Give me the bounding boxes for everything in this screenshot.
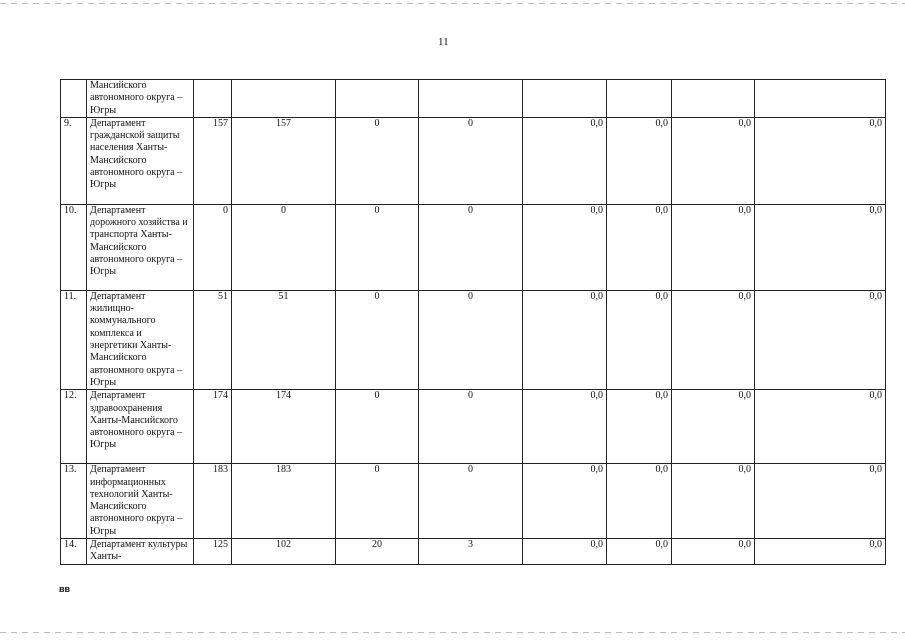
- cell-col-5: [523, 80, 607, 118]
- cell-col-2: 174: [232, 390, 336, 464]
- table-row: [61, 204, 886, 290]
- cell-col-8: [755, 80, 886, 118]
- row-number: 14.: [61, 539, 87, 565]
- cell-col-8: 0,0: [755, 290, 886, 389]
- cell-col-4: 0: [419, 204, 523, 290]
- footer-mark: вв: [59, 584, 71, 594]
- cell-col-7: 0,0: [672, 464, 755, 539]
- cell-col-4: 0: [419, 464, 523, 539]
- department-name: Департамент жилищно-коммунального комплекса и энергетики Ханты-Мансийского автономного округа – Югры: [87, 290, 194, 389]
- cell-col-3: 0: [336, 290, 419, 389]
- department-name: Мансийского автономного округа – Югры: [87, 80, 194, 118]
- cell-col-3: 0: [336, 464, 419, 539]
- cell-col-1: [194, 80, 232, 118]
- table-row: [61, 539, 886, 565]
- cell-col-3: 0: [336, 117, 419, 204]
- cell-col-4: 0: [419, 117, 523, 204]
- cell-col-6: [607, 80, 672, 118]
- row-number: 11.: [61, 290, 87, 389]
- cell-col-7: 0,0: [672, 390, 755, 464]
- cell-col-2: 102: [232, 539, 336, 565]
- row-number: 12.: [61, 390, 87, 464]
- cell-col-3: 20: [336, 539, 419, 565]
- cell-col-1: 174: [194, 390, 232, 464]
- table-row: [61, 117, 886, 204]
- department-name: Департамент культуры Ханты-: [87, 539, 194, 565]
- cell-col-6: 0,0: [607, 390, 672, 464]
- cell-col-4: 0: [419, 290, 523, 389]
- cell-col-4: [419, 80, 523, 118]
- cell-col-7: 0,0: [672, 539, 755, 565]
- cell-col-5: 0,0: [523, 290, 607, 389]
- cell-col-1: 183: [194, 464, 232, 539]
- row-number: [61, 80, 87, 118]
- cell-col-8: 0,0: [755, 464, 886, 539]
- cell-col-2: 183: [232, 464, 336, 539]
- cell-col-6: 0,0: [607, 117, 672, 204]
- cell-col-6: 0,0: [607, 204, 672, 290]
- cell-col-1: 157: [194, 117, 232, 204]
- scan-artifact-top: [0, 3, 905, 4]
- cell-col-7: [672, 80, 755, 118]
- cell-col-3: 0: [336, 390, 419, 464]
- department-name: Департамент дорожного хозяйства и транспорта Ханты-Мансийского автономного округа – Югры: [87, 204, 194, 290]
- table-row: [61, 464, 886, 539]
- department-name: Департамент здравоохранения Ханты-Мансийского автономного округа – Югры: [87, 390, 194, 464]
- table-row: [61, 290, 886, 389]
- department-name: Департамент гражданской защиты населения Ханты-Мансийского автономного округа – Югры: [87, 117, 194, 204]
- cell-col-8: 0,0: [755, 117, 886, 204]
- row-number: 10.: [61, 204, 87, 290]
- scan-artifact-bottom: [0, 632, 905, 633]
- cell-col-1: 51: [194, 290, 232, 389]
- cell-col-6: 0,0: [607, 464, 672, 539]
- cell-col-3: 0: [336, 204, 419, 290]
- cell-col-2: 157: [232, 117, 336, 204]
- cell-col-8: 0,0: [755, 204, 886, 290]
- table-row: [61, 80, 886, 118]
- cell-col-4: 0: [419, 390, 523, 464]
- cell-col-5: 0,0: [523, 117, 607, 204]
- row-number: 13.: [61, 464, 87, 539]
- cell-col-6: 0,0: [607, 290, 672, 389]
- budget-table: [60, 79, 886, 565]
- table-row: [61, 390, 886, 464]
- cell-col-5: 0,0: [523, 539, 607, 565]
- cell-col-3: [336, 80, 419, 118]
- cell-col-7: 0,0: [672, 204, 755, 290]
- cell-col-7: 0,0: [672, 117, 755, 204]
- cell-col-8: 0,0: [755, 390, 886, 464]
- cell-col-5: 0,0: [523, 464, 607, 539]
- cell-col-2: [232, 80, 336, 118]
- cell-col-2: 51: [232, 290, 336, 389]
- cell-col-1: 125: [194, 539, 232, 565]
- row-number: 9.: [61, 117, 87, 204]
- cell-col-5: 0,0: [523, 204, 607, 290]
- cell-col-7: 0,0: [672, 290, 755, 389]
- cell-col-6: 0,0: [607, 539, 672, 565]
- cell-col-8: 0,0: [755, 539, 886, 565]
- cell-col-4: 3: [419, 539, 523, 565]
- department-name: Департамент информационных технологий Ханты-Мансийского автономного округа – Югры: [87, 464, 194, 539]
- page-number: 11: [438, 36, 449, 48]
- cell-col-1: 0: [194, 204, 232, 290]
- cell-col-5: 0,0: [523, 390, 607, 464]
- cell-col-2: 0: [232, 204, 336, 290]
